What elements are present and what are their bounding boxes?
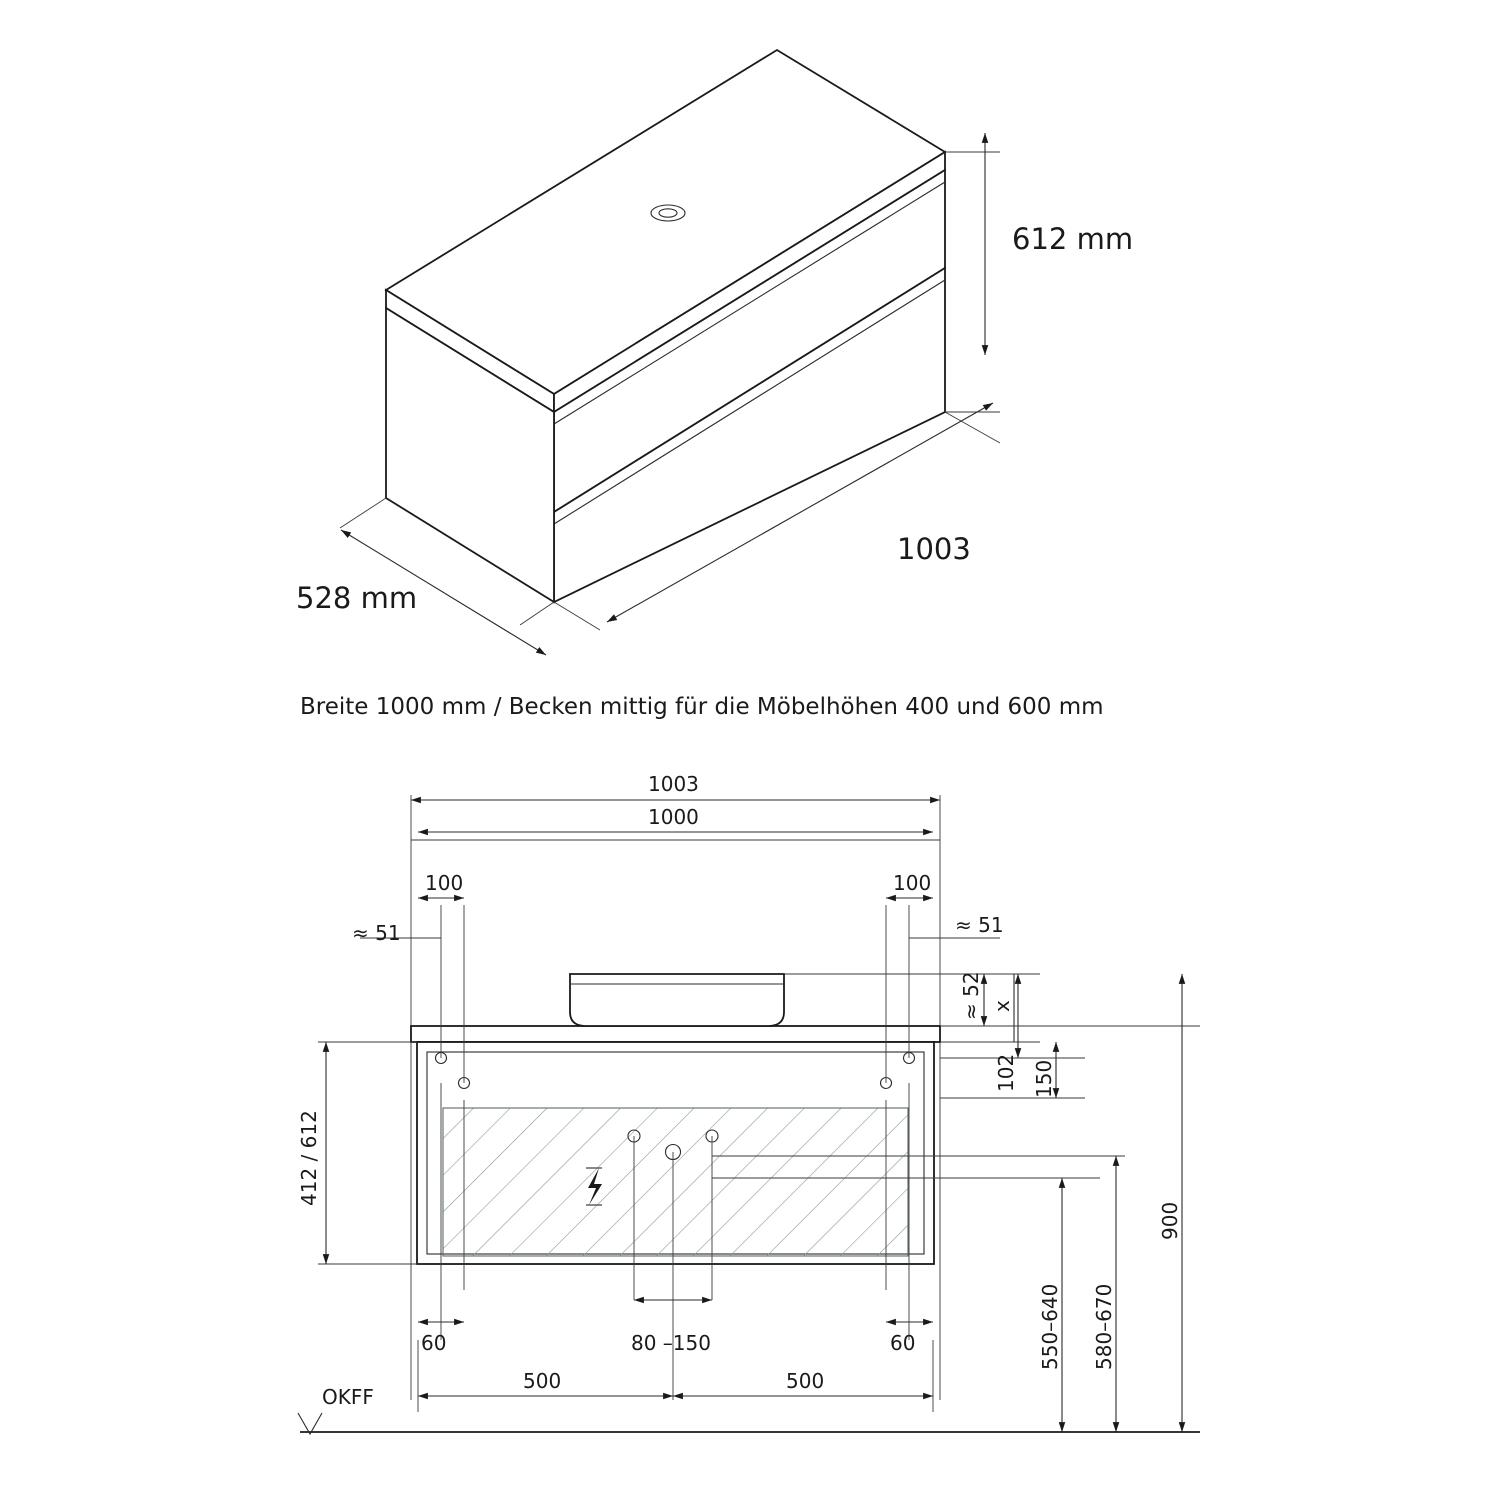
dim-top-1000 (418, 805, 933, 832)
dim-top-1003-label: 1003 (648, 772, 699, 796)
countertop (411, 1026, 940, 1042)
dim-right-60-label: 60 (890, 1331, 916, 1355)
dim-top-1003 (411, 772, 940, 800)
dim-right-500-label: 500 (786, 1369, 825, 1393)
dim-102-label: 102 (994, 1053, 1018, 1092)
dim-80-150-label: 80 –150 (631, 1331, 711, 1355)
dim-depth-528-label: 528 mm (296, 581, 418, 615)
dim-x-label: x (990, 1000, 1014, 1012)
dim-width-1003-label: 1003 (897, 532, 971, 566)
caption-text: Breite 1000 mm / Becken mittig für die Möbelhöhen 400 und 600 mm (300, 694, 1104, 720)
dim-900 (940, 974, 1200, 1432)
okff-label: OKFF (322, 1385, 374, 1409)
dim-412-612-label: 412 / 612 (297, 1110, 321, 1206)
dim-right-100-label: 100 (893, 871, 932, 895)
installation-zone-hatch (443, 1108, 908, 1256)
dim-550-640-label: 550–640 (1038, 1283, 1062, 1370)
dim-left-100-label: 100 (425, 871, 464, 895)
dim-150-label: 150 (1032, 1059, 1056, 1098)
dim-height-612-label: 612 mm (1012, 222, 1134, 256)
dim-height-612 (945, 133, 1133, 412)
dim-900-label: 900 (1158, 1201, 1182, 1240)
dim-top-1000-label: 1000 (648, 805, 699, 829)
isometric-cabinet-body (386, 50, 945, 602)
dim-basin-52-label: ≈ 52 (959, 971, 983, 1020)
floor-line-okff (298, 1385, 1200, 1434)
dim-580-670-label: 580–670 (1092, 1283, 1116, 1370)
dim-height-412-612 (297, 1042, 417, 1264)
dim-left-51-label: ≈ 51 (352, 921, 401, 945)
dim-left-500-label: 500 (523, 1369, 562, 1393)
dim-right-51-label: ≈ 51 (955, 913, 1004, 937)
dim-left-60-label: 60 (421, 1331, 447, 1355)
basin (570, 974, 784, 1026)
